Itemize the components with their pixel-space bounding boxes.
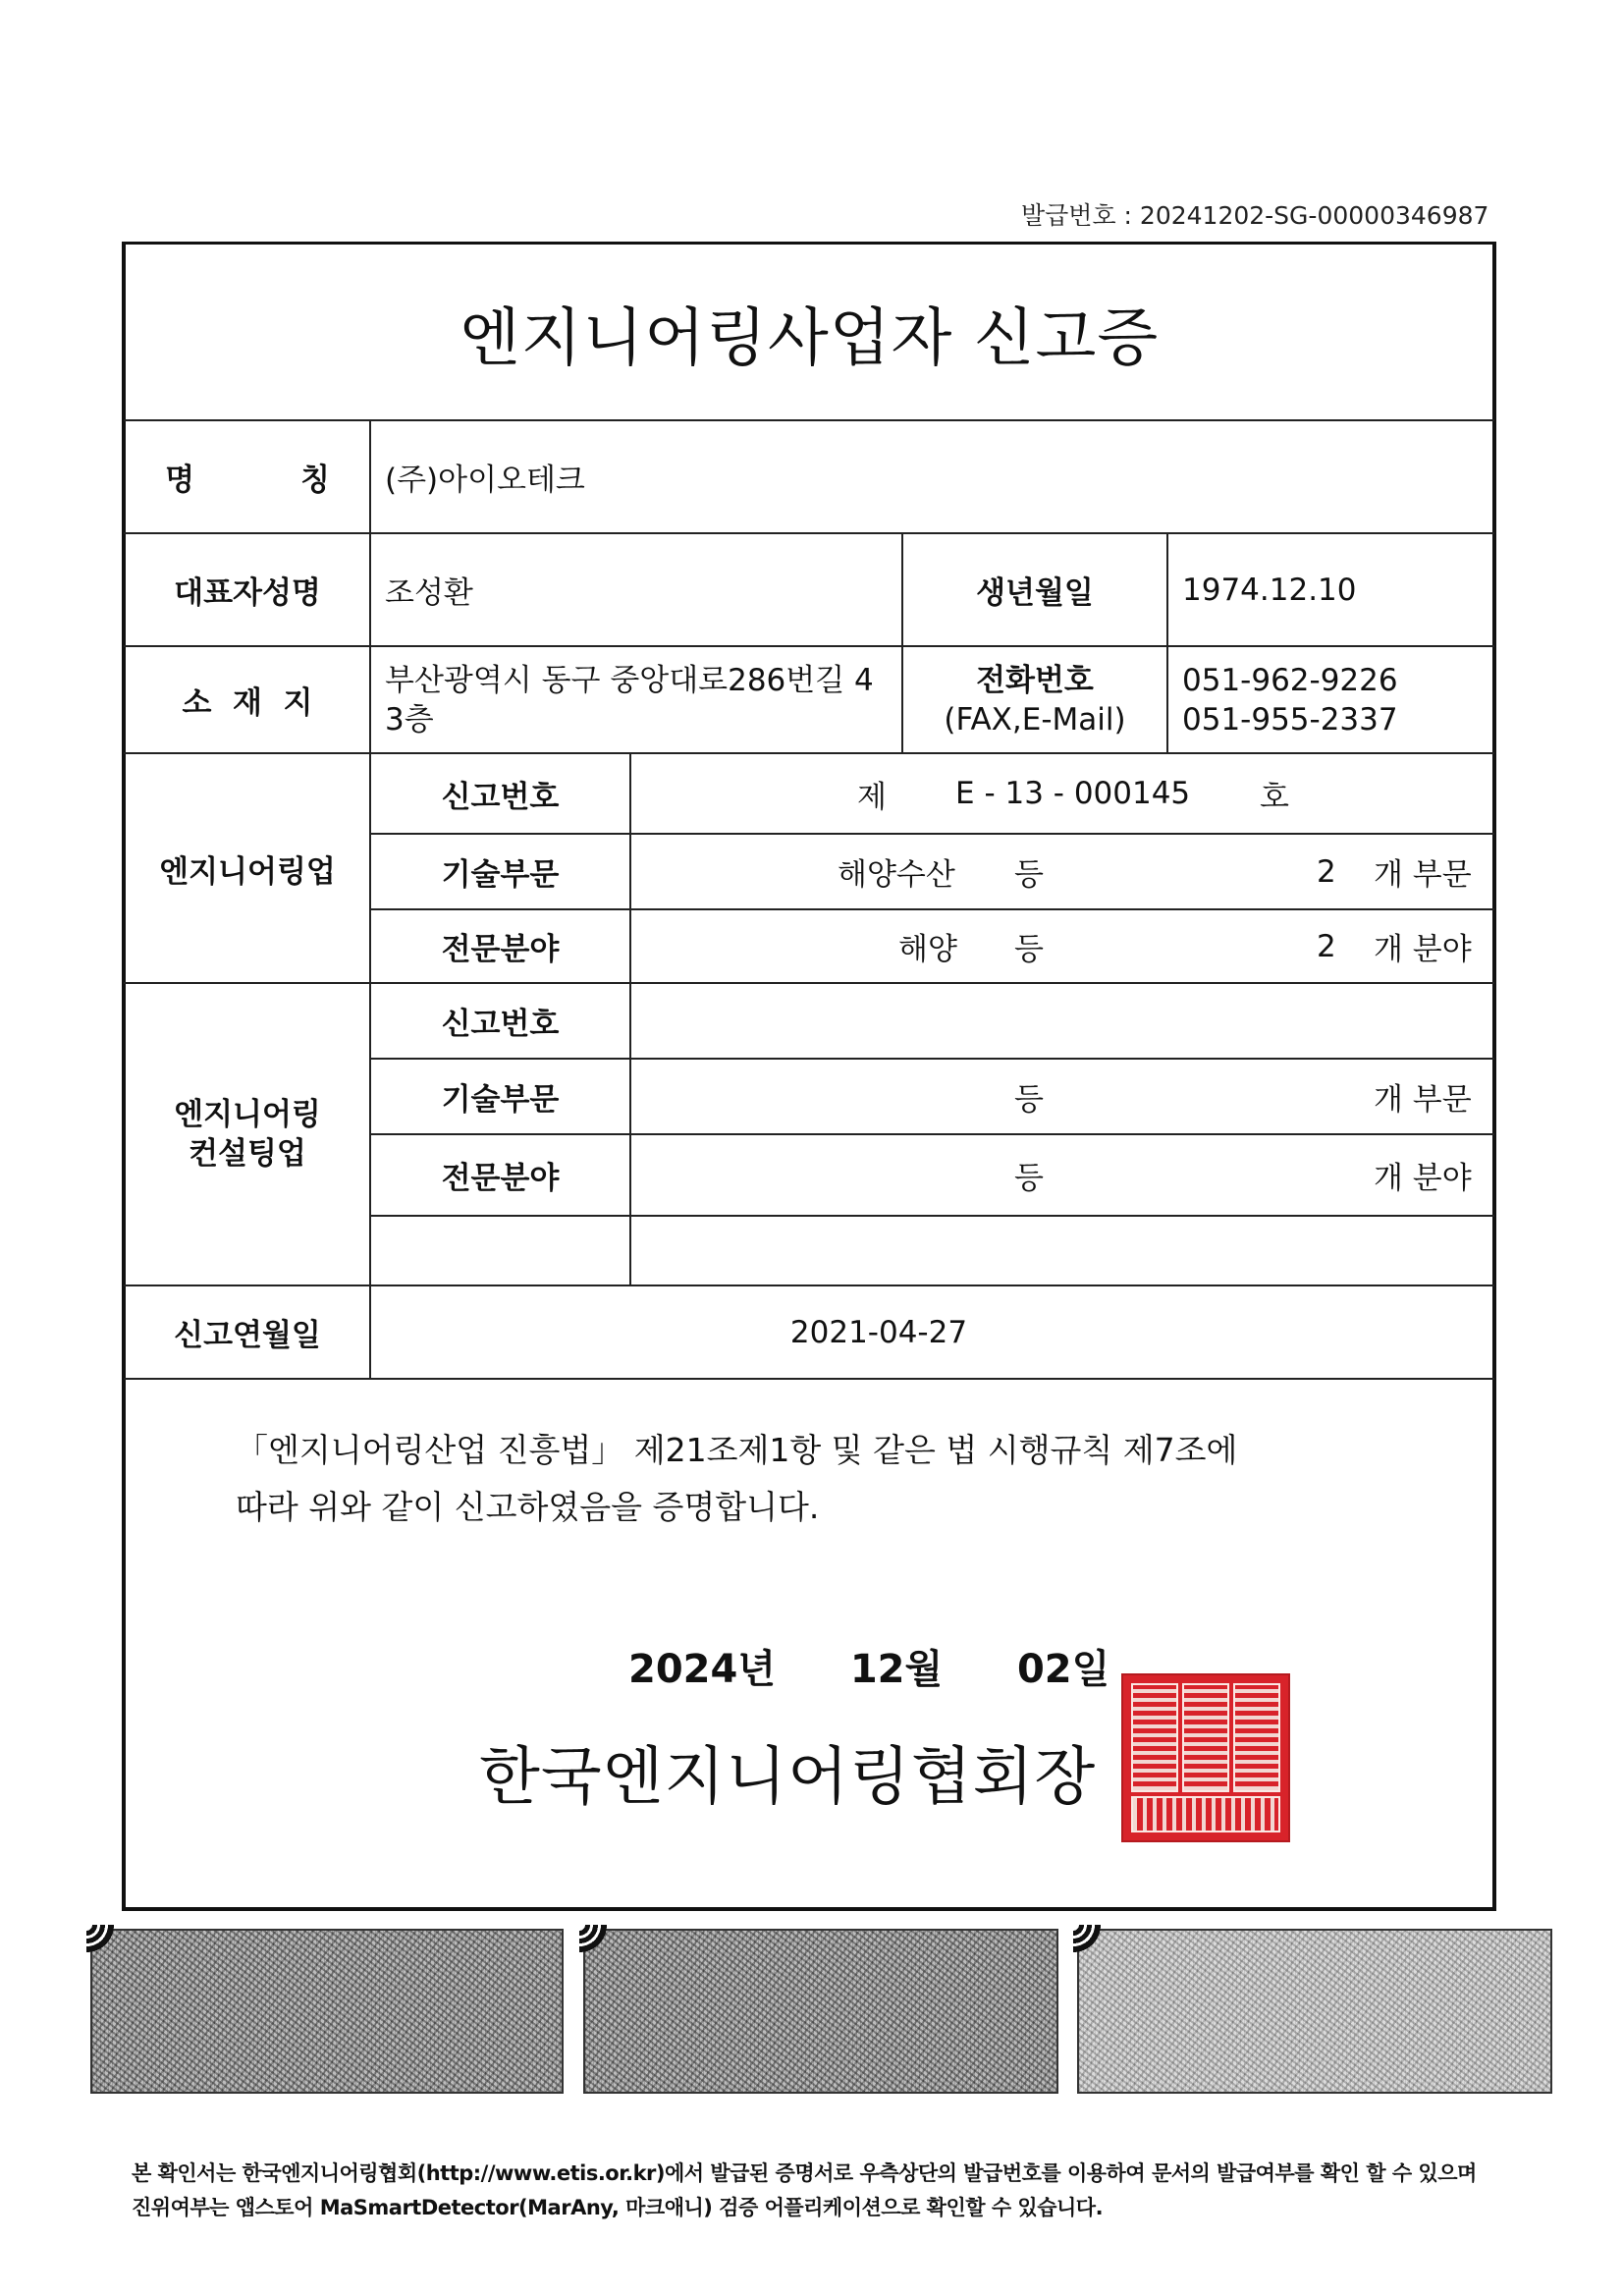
eng-tech-division-value: 해양수산 등 2 개 부문 <box>838 853 1472 893</box>
address-label: 소 재 지 <box>182 685 313 721</box>
birth-date-label: 생년월일 <box>976 575 1094 611</box>
page-title: 엔지니어링사업자 신고증 <box>459 302 1160 375</box>
2d-barcode-icon <box>1077 1929 1552 2094</box>
issue-number: 발급번호 : 20241202-SG-00000346987 <box>1021 201 1489 230</box>
consult-specialty-label: 전문분야 <box>441 1161 560 1196</box>
birth-date-value: 1974.12.10 <box>1182 572 1357 608</box>
verification-footnote: 본 확인서는 한국엔지니어링협회(http://www.etis.or.kr)에서 발급된 증명서로 우측상단의 발급번호를 이용하여 문서의 발급여부를 확인 할 수 있으며 진위여부는 앱스토어 MaSmartDetector(MarAny, 마크애니) 검증 어플리케이션으로 확인할 수 있습니다. <box>132 2161 1477 2219</box>
certification-statement: 「엔지니어링산업 진흥법」 제21조제1항 및 같은 법 시행규칙 제7조에 따라 위와 같이 신고하였음을 증명합니다. <box>236 1431 1238 1526</box>
consult-tech-division-label: 기술부문 <box>441 1082 560 1118</box>
divider <box>370 1215 1494 1217</box>
divider <box>124 1378 1494 1380</box>
name-label: 명 칭 <box>165 463 330 498</box>
eng-report-number-value: 제 E - 13 - 000145 호 <box>857 776 1289 815</box>
phone-value: 051-962-9226 051-955-2337 <box>1182 662 1398 738</box>
representative-name: 조성환 <box>385 575 473 611</box>
representative-label: 대표자성명 <box>174 575 321 611</box>
issue-date: 2024년 12월 02일 <box>628 1647 1110 1692</box>
engineering-business-label: 엔지니어링업 <box>159 853 336 890</box>
report-date-value: 2021-04-27 <box>789 1314 968 1350</box>
consult-specialty-value: 등 개 분야 <box>1014 1161 1472 1196</box>
consult-tech-division-value: 등 개 부문 <box>1014 1082 1472 1118</box>
report-date-label: 신고연월일 <box>174 1318 321 1353</box>
2d-barcode-icon <box>90 1929 564 2094</box>
official-seal-icon <box>1121 1673 1290 1842</box>
address-value: 부산광역시 동구 중앙대로286번길 4 3층 <box>385 662 874 738</box>
consulting-business-label: 엔지니어링 컨설팅업 <box>174 1097 321 1172</box>
2d-barcode-icon <box>583 1929 1058 2094</box>
consult-report-number-value <box>631 984 1494 1058</box>
eng-specialty-value: 해양 등 2 개 분야 <box>898 928 1472 967</box>
issuer-name: 한국엔지니어링협회장 <box>479 1741 1097 1814</box>
phone-label: 전화번호 (FAX,E-Mail) <box>944 662 1126 738</box>
eng-tech-division-label: 기술부문 <box>441 857 560 893</box>
eng-specialty-label: 전문분야 <box>441 932 560 967</box>
eng-report-number-label: 신고번호 <box>441 779 560 815</box>
company-name: (주)아이오테크 <box>385 463 585 498</box>
consult-report-number-label: 신고번호 <box>441 1007 560 1042</box>
